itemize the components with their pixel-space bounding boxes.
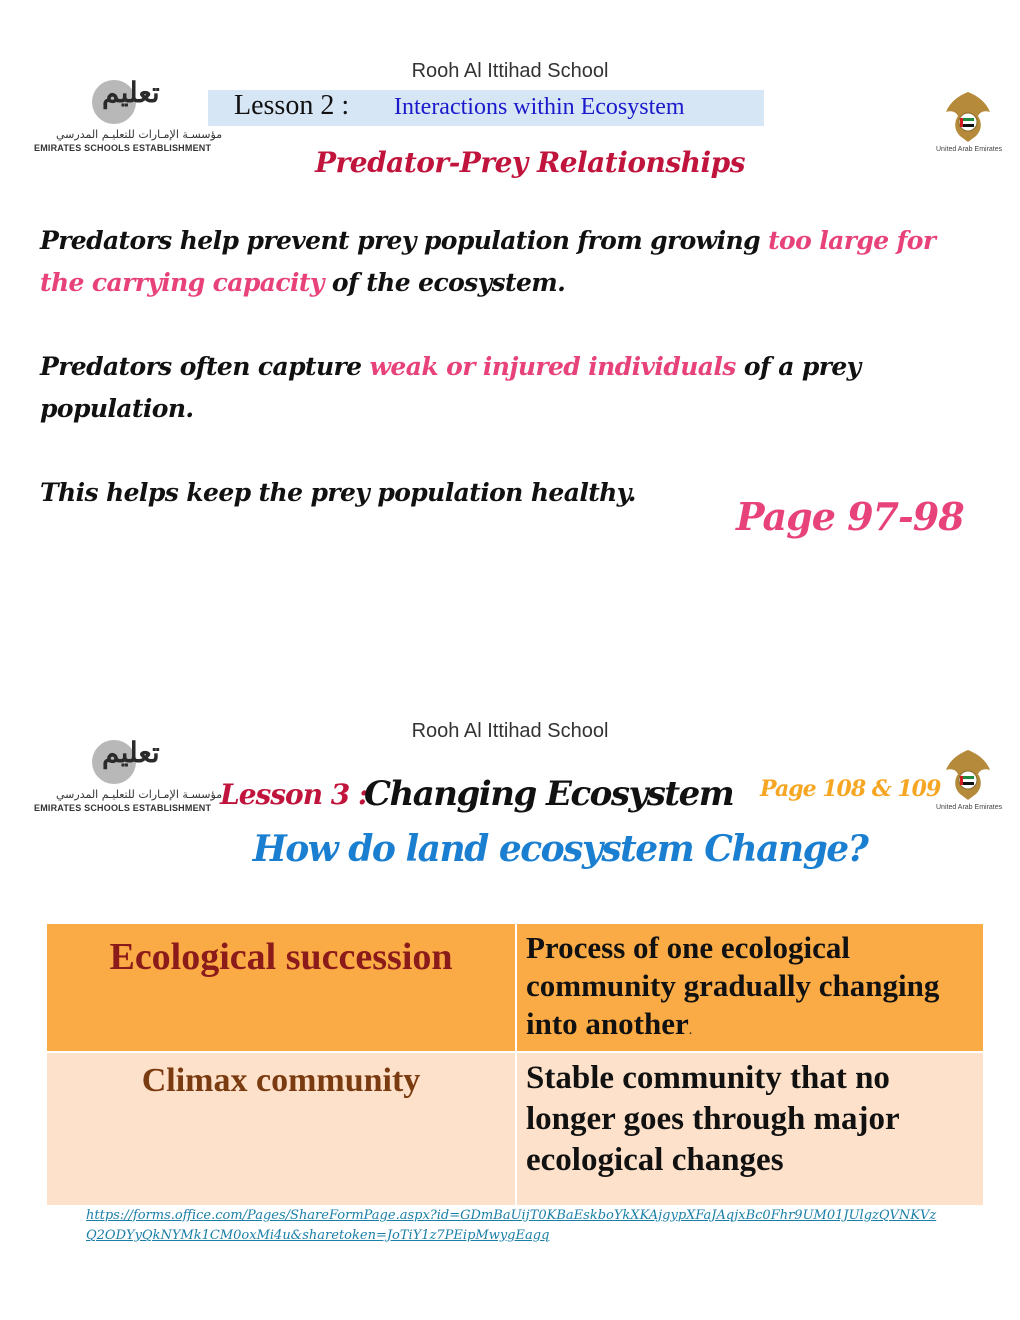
emblem-caption: United Arab Emirates (936, 146, 1003, 153)
logo-arabic-mark-2: تعليم (102, 736, 160, 769)
logo-arabic-line-2: مؤسسـة الإمـارات للتعليـم المدرسي (56, 788, 223, 801)
definition-suffix: . (688, 1023, 693, 1038)
section-question: How do land ecosystem Change? (252, 828, 868, 870)
definition-cell (516, 1052, 984, 1206)
definition-climax-community: Stable community that no longer goes through major ecological changes (526, 1060, 900, 1178)
definition-text: Process of one ecological community gradually changing into another (526, 930, 940, 1041)
paragraph-weak-individuals (40, 346, 960, 430)
logo-english-line-2: EMIRATES SCHOOLS ESTABLISHMENT (34, 803, 212, 813)
page-heading: Predator-Prey Relationships (314, 146, 746, 179)
para1-text: Predators help prevent prey population from growing (40, 226, 769, 255)
succession-table (45, 922, 985, 1207)
para2-highlight: weak or injured individuals (369, 352, 736, 381)
definition-cell (516, 923, 984, 1052)
lesson3-page-reference: Page 108 & 109 (760, 776, 941, 802)
form-link[interactable]: https://forms.office.com/Pages/ShareFormPage.aspx?id=GDmBaUijT0KBaEskboYkXKAjgypXFaJAqjxBc0Fhr9UM01JUlgzQVNKVzQ2ODYyQkNYMk1CM0oxMi4u&sharetoken=JoTiY1z7PEipMwygEagq (86, 1208, 937, 1243)
school-name-2: Rooh Al Ittihad School (411, 720, 609, 742)
term-cell (46, 923, 516, 1052)
para1-end: of the ecosystem. (323, 268, 566, 297)
lesson-bar (208, 90, 764, 126)
paragraph-carrying-capacity (40, 220, 960, 304)
table-row (46, 1052, 984, 1206)
definition-ecological-succession (518, 925, 982, 1050)
logo-arabic-mark: تعليم (102, 76, 160, 109)
para1-highlight: too large for the carrying capacity (40, 226, 936, 297)
lesson-label: Lesson 2 : (234, 90, 350, 121)
emirates-schools-logo-2 (34, 736, 223, 816)
lesson3-title: Changing Ecosystem (364, 774, 734, 814)
paragraph-healthy: This helps keep the prey population healthy. (40, 478, 636, 507)
uae-emblem-icon-2 (936, 746, 1003, 814)
emirates-schools-logo (34, 76, 223, 156)
school-name: Rooh Al Ittihad School (411, 60, 609, 82)
term-ecological-succession: Ecological succession (109, 936, 453, 978)
term-climax-community: Climax community (141, 1062, 421, 1099)
logo-english-line: EMIRATES SCHOOLS ESTABLISHMENT (34, 143, 212, 153)
para2-end: of a prey population. (40, 352, 861, 423)
lesson-topic: Interactions within Ecosystem (394, 94, 685, 120)
term-cell (46, 1052, 516, 1206)
table-row (46, 923, 984, 1052)
emblem-caption-2: United Arab Emirates (936, 804, 1003, 811)
para2-text: Predators often capture (40, 352, 370, 381)
page-reference: Page 97-98 (736, 494, 964, 539)
lesson3-label: Lesson 3 : (220, 778, 368, 811)
logo-arabic-line: مؤسسـة الإمـارات للتعليـم المدرسي (56, 128, 223, 141)
